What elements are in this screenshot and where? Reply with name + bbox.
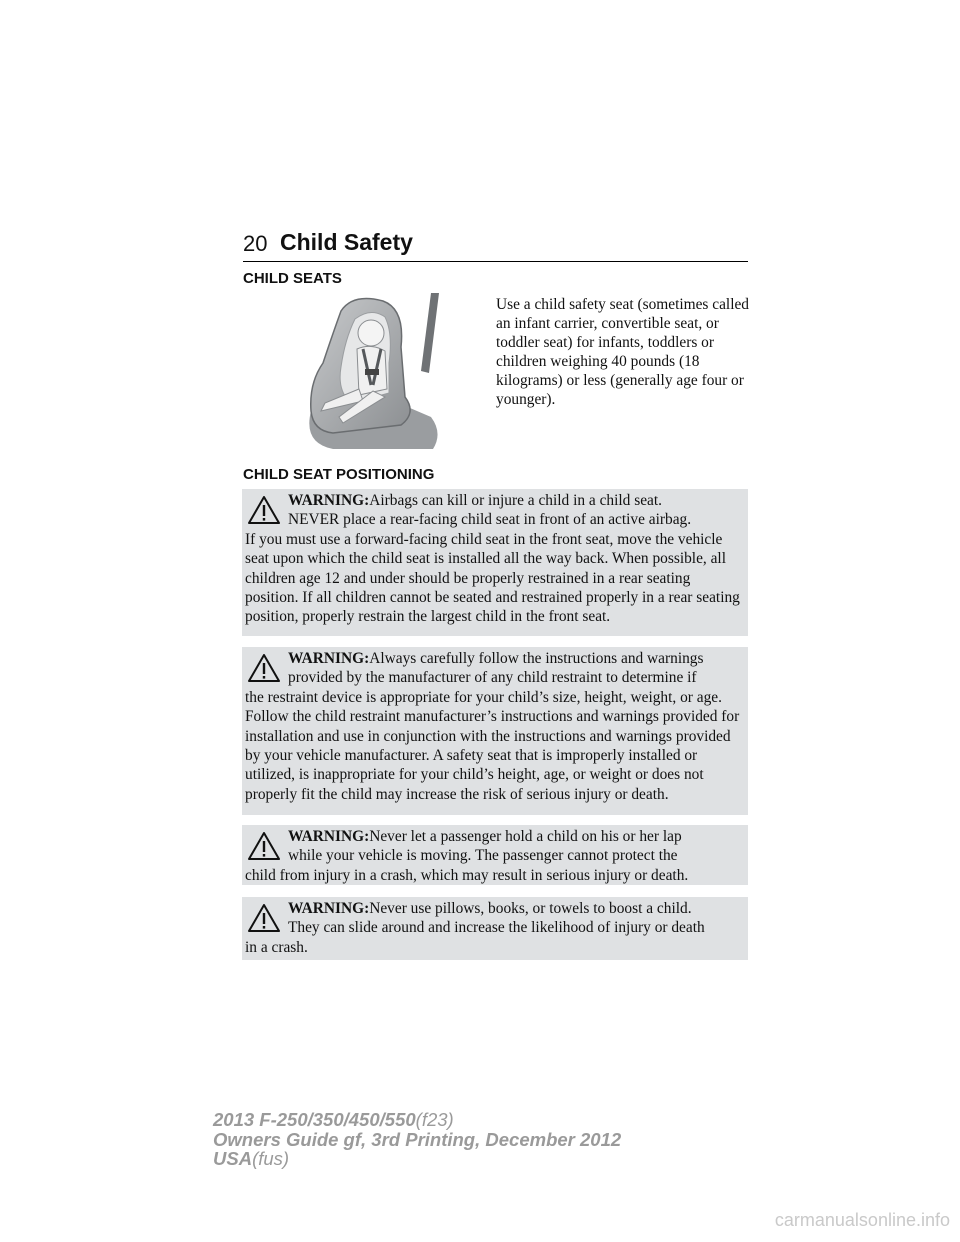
document-footer [213, 1110, 621, 1169]
warning-text-line1: Never let a passenger hold a child on his or her lap [369, 828, 682, 845]
warning-text-body: child from injury in a crash, which may result in serious injury or death. [245, 866, 689, 884]
warning-text-line2: They can slide around and increase the likelihood of injury or death [288, 919, 705, 937]
page-number: 20 [243, 231, 268, 256]
warning-box-manufacturer-instructions [242, 647, 748, 815]
warning-text-line1: Always carefully follow the instructions and warnings [369, 650, 704, 667]
warning-text-body: If you must use a forward-facing child seat in the front seat, move the vehicle seat upon which the child seat is installed all the way back. When possible, all children age 12 and under should be properly restrained in a rear seating position. If all children cannot be seated and restrained properly in a rear seating position, properly restrain the largest child in the front seat. [245, 530, 740, 626]
page-header [243, 227, 748, 262]
child-seat-illustration [293, 293, 443, 451]
watermark: carmanualsonline.info [774, 1210, 950, 1230]
warning-text-line1: Never use pillows, books, or towels to boost a child. [369, 900, 692, 917]
warning-box-lap-holding [242, 825, 748, 885]
intro-paragraph: Use a child safety seat (sometimes called an infant carrier, convertible seat, or toddler seat) for infants, toddlers or children weighing 40 pounds (18 kilograms) or less (generally age four or younger). [496, 296, 749, 408]
footer-model: 2013 F-250/350/450/550 [213, 1109, 416, 1130]
chapter-title: Child Safety [280, 229, 413, 255]
section-title-child-seat-positioning: CHILD SEAT POSITIONING [243, 466, 435, 483]
footer-market: USA [213, 1148, 253, 1169]
footer-model-code: (f23) [415, 1109, 454, 1130]
warning-text-body: the restraint device is appropriate for your child’s size, height, weight, or age. Follow the child restraint manufacturer’s instructions and warnings provided for installation and use in conjunction with the instructions and warnings provided by your vehicle manufacturer. A safety seat that is improperly installed or utilized, is inappropriate for your child’s height, age, or weight or does not properly fit the child may increase the risk of serious injury or death. [245, 688, 740, 803]
warning-text-line2: NEVER place a rear-facing child seat in front of an active airbag. [288, 511, 692, 529]
warning-label: WARNING: [288, 900, 370, 917]
warning-label: WARNING: [288, 492, 370, 509]
warning-text-line2: provided by the manufacturer of any child restraint to determine if [288, 669, 697, 687]
footer-edition: Owners Guide gf, 3rd Printing, December 2012 [213, 1128, 622, 1150]
warning-text-line1: Airbags can kill or injure a child in a child seat. [369, 492, 662, 509]
warning-box-boosting [242, 897, 748, 960]
warning-text-line2: while your vehicle is moving. The passenger cannot protect the [288, 847, 678, 865]
footer-market-code: (fus) [252, 1148, 290, 1169]
warning-text-body: in a crash. [245, 938, 308, 956]
warning-box-airbag [242, 489, 748, 636]
warning-label: WARNING: [288, 650, 370, 667]
section-title-child-seats: CHILD SEATS [243, 270, 342, 287]
warning-label: WARNING: [288, 828, 370, 845]
